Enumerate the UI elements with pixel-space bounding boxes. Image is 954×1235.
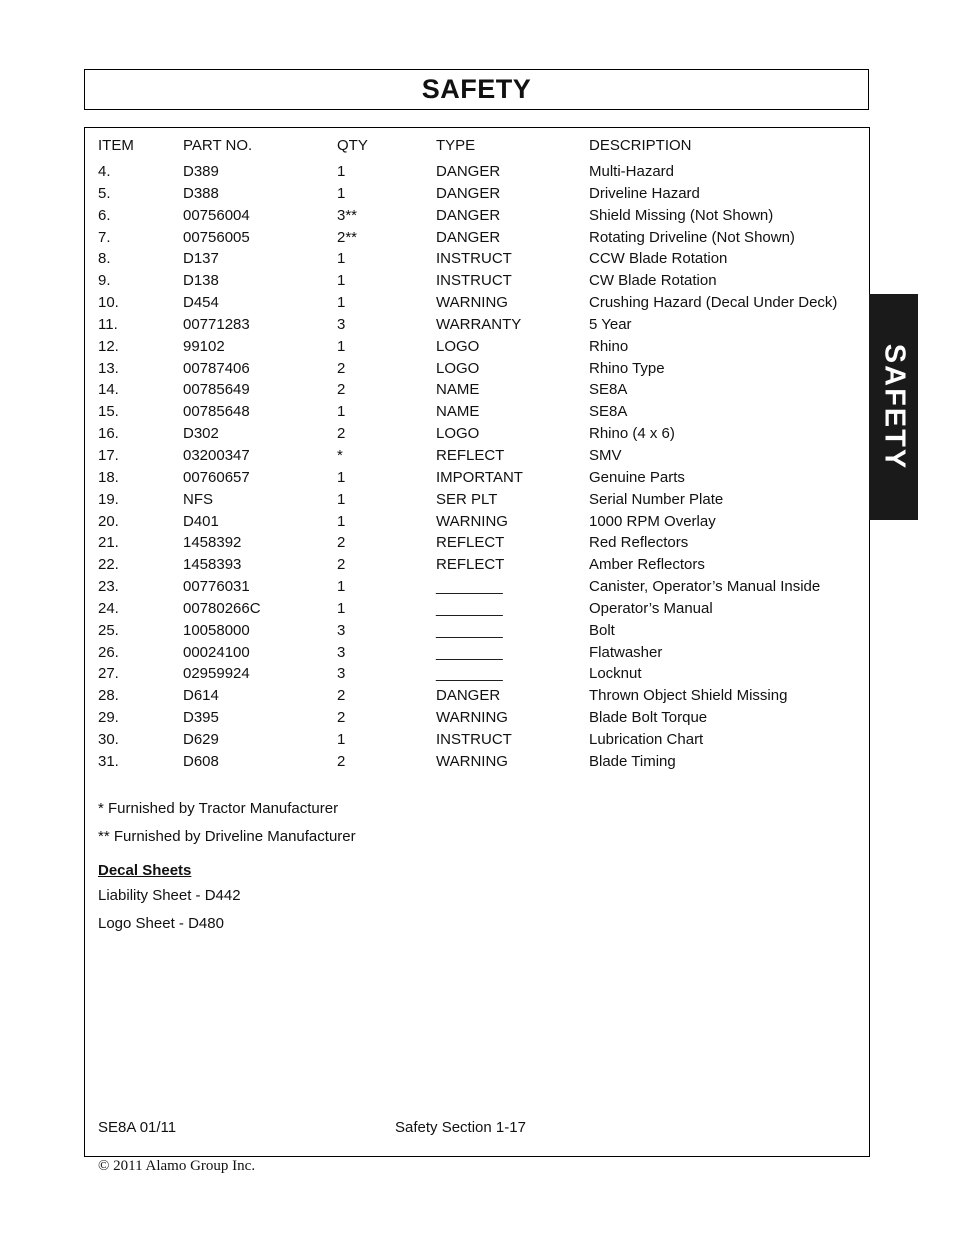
cell-decal-type: REFLECT	[436, 556, 505, 574]
cell-description: SE8A	[589, 403, 628, 421]
decal-sheets-heading: Decal Sheets	[98, 862, 192, 879]
cell-description: Thrown Object Shield Missing	[589, 687, 788, 705]
cell-decal-type: IMPORTANT	[436, 468, 523, 486]
cell-item-number: 18.	[98, 468, 119, 486]
cell-part-number: D138	[183, 272, 219, 290]
cell-quantity: 2	[337, 709, 346, 727]
cell-description: Driveline Hazard	[589, 184, 700, 202]
copyright-notice: © 2011 Alamo Group Inc.	[98, 1158, 256, 1174]
cell-item-number: 30.	[98, 730, 119, 748]
cell-quantity: 1	[337, 250, 346, 268]
cell-part-number: 00785648	[183, 403, 250, 421]
cell-part-number: D454	[183, 294, 219, 312]
cell-item-number: 24.	[98, 599, 119, 617]
column-header-part-no: PART NO.	[183, 137, 253, 154]
cell-quantity: 2	[337, 556, 346, 574]
decal-sheet-liability: Liability Sheet - D442	[98, 887, 241, 904]
cell-decal-type: WARNING	[436, 709, 508, 727]
decal-sheet-logo: Logo Sheet - D480	[98, 915, 224, 932]
cell-quantity: 1	[337, 403, 346, 421]
cell-quantity: 3	[337, 643, 346, 661]
cell-description: Multi-Hazard	[589, 163, 675, 180]
cell-item-number: 28.	[98, 687, 119, 705]
cell-description: Shield Missing (Not Shown)	[589, 206, 774, 224]
cell-part-number: 00760657	[183, 468, 250, 486]
cell-part-number: 00024100	[183, 643, 250, 661]
cell-decal-type: REFLECT	[436, 534, 505, 552]
cell-item-number: 17.	[98, 446, 119, 464]
cell-decal-type: WARNING	[436, 512, 508, 530]
cell-part-number: 00785649	[183, 381, 250, 399]
column-header-item: ITEM	[98, 137, 134, 154]
footnote-driveline: ** Furnished by Driveline Manufacturer	[98, 828, 356, 845]
cell-item-number: 25.	[98, 621, 119, 639]
cell-part-number: D389	[183, 163, 219, 180]
cell-part-number: 00787406	[183, 359, 250, 377]
cell-part-number: NFS	[183, 490, 213, 508]
cell-decal-type: ________	[436, 665, 503, 683]
cell-part-number: D137	[183, 250, 219, 268]
cell-decal-type: LOGO	[436, 337, 480, 355]
cell-decal-type: INSTRUCT	[436, 250, 512, 268]
cell-decal-type: INSTRUCT	[436, 730, 512, 748]
cell-item-number: 22.	[98, 556, 119, 574]
cell-quantity: 1	[337, 730, 346, 748]
cell-quantity: 3	[337, 621, 346, 639]
cell-description: Canister, Operator’s Manual Inside	[589, 578, 821, 596]
cell-quantity: 1	[337, 468, 346, 486]
cell-quantity: 1	[337, 578, 346, 596]
cell-description: Serial Number Plate	[589, 490, 724, 508]
cell-description: Bolt	[589, 621, 615, 639]
cell-decal-type: DANGER	[436, 163, 501, 180]
cell-item-number: 31.	[98, 752, 119, 770]
cell-item-number: 10.	[98, 294, 119, 312]
cell-decal-type: ________	[436, 643, 503, 661]
cell-quantity: 1	[337, 599, 346, 617]
cell-decal-type: DANGER	[436, 228, 501, 246]
cell-decal-type: REFLECT	[436, 446, 505, 464]
section-side-tab	[869, 294, 918, 520]
cell-description: Rotating Driveline (Not Shown)	[589, 228, 795, 246]
cell-item-number: 12.	[98, 337, 119, 355]
cell-part-number: 00756005	[183, 228, 250, 246]
cell-decal-type: ________	[436, 621, 503, 639]
cell-decal-type: NAME	[436, 403, 480, 421]
cell-decal-type: WARRANTY	[436, 315, 522, 333]
cell-item-number: 6.	[98, 206, 111, 224]
cell-part-number: D302	[183, 425, 219, 443]
cell-description: Operator’s Manual	[589, 599, 713, 617]
cell-part-number: D395	[183, 709, 219, 727]
cell-quantity: 1	[337, 294, 346, 312]
cell-description: SMV	[589, 446, 622, 464]
cell-part-number: 00771283	[183, 315, 250, 333]
cell-description: Blade Timing	[589, 752, 676, 770]
cell-quantity: 2	[337, 425, 346, 443]
cell-description: Rhino	[589, 337, 629, 355]
cell-item-number: 11.	[98, 315, 118, 333]
cell-part-number: D629	[183, 730, 219, 748]
cell-item-number: 19.	[98, 490, 119, 508]
page-header	[84, 69, 869, 110]
cell-description: Red Reflectors	[589, 534, 689, 552]
side-tab-label: SAFETY	[878, 343, 910, 471]
cell-decal-type: LOGO	[436, 359, 480, 377]
cell-quantity: 1	[337, 184, 346, 202]
cell-part-number: 10058000	[183, 621, 250, 639]
cell-quantity: 1	[337, 337, 346, 355]
cell-description: Locknut	[589, 665, 642, 683]
cell-description: 5 Year	[589, 315, 632, 333]
cell-description: CCW Blade Rotation	[589, 250, 728, 268]
cell-item-number: 9.	[98, 272, 111, 290]
cell-item-number: 8.	[98, 250, 111, 268]
cell-description: Rhino (4 x 6)	[589, 425, 675, 443]
footnote-tractor: * Furnished by Tractor Manufacturer	[98, 800, 339, 817]
cell-item-number: 20.	[98, 512, 119, 530]
cell-quantity: 2	[337, 534, 346, 552]
cell-part-number: D608	[183, 752, 219, 770]
cell-decal-type: ________	[436, 599, 503, 617]
cell-item-number: 4.	[98, 163, 111, 180]
cell-description: Rhino Type	[589, 359, 665, 377]
cell-decal-type: DANGER	[436, 206, 501, 224]
cell-part-number: 00776031	[183, 578, 250, 596]
cell-quantity: 3	[337, 665, 346, 683]
cell-part-number: 03200347	[183, 446, 250, 464]
cell-quantity: 2	[337, 381, 346, 399]
cell-item-number: 21.	[98, 534, 119, 552]
cell-decal-type: WARNING	[436, 752, 508, 770]
cell-decal-type: WARNING	[436, 294, 508, 312]
cell-decal-type: DANGER	[436, 184, 501, 202]
cell-part-number: 02959924	[183, 665, 250, 683]
column-header-qty: QTY	[337, 137, 368, 154]
cell-item-number: 14.	[98, 381, 119, 399]
cell-quantity: 3	[337, 315, 346, 333]
column-header-type: TYPE	[436, 137, 476, 154]
cell-decal-type: NAME	[436, 381, 480, 399]
cell-item-number: 7.	[98, 228, 111, 246]
cell-quantity: 2	[337, 752, 346, 770]
footer-model-date: SE8A 01/11	[98, 1119, 177, 1136]
cell-part-number: D388	[183, 184, 219, 202]
cell-item-number: 13.	[98, 359, 119, 377]
cell-quantity: 1	[337, 490, 346, 508]
cell-item-number: 27.	[98, 665, 119, 683]
cell-part-number: 1458392	[183, 534, 242, 552]
cell-part-number: 99102	[183, 337, 225, 355]
cell-quantity: 2	[337, 687, 346, 705]
cell-part-number: D401	[183, 512, 219, 530]
cell-part-number: 00756004	[183, 206, 250, 224]
cell-item-number: 26.	[98, 643, 119, 661]
cell-description: SE8A	[589, 381, 628, 399]
content-frame	[84, 127, 870, 1157]
cell-decal-type: ________	[436, 578, 503, 596]
cell-item-number: 23.	[98, 578, 119, 596]
cell-part-number: D614	[183, 687, 219, 705]
cell-item-number: 29.	[98, 709, 119, 727]
cell-description: Amber Reflectors	[589, 556, 705, 574]
cell-description: Blade Bolt Torque	[589, 709, 708, 727]
cell-description: Lubrication Chart	[589, 730, 704, 748]
cell-description: 1000 RPM Overlay	[589, 512, 716, 530]
cell-description: Crushing Hazard (Decal Under Deck)	[589, 294, 838, 312]
cell-decal-type: DANGER	[436, 687, 501, 705]
cell-quantity: 1	[337, 272, 346, 290]
cell-quantity: 2**	[337, 228, 358, 246]
column-header-description: DESCRIPTION	[589, 137, 692, 154]
cell-item-number: 16.	[98, 425, 119, 443]
cell-item-number: 5.	[98, 184, 111, 202]
cell-quantity: 3**	[337, 206, 358, 224]
cell-decal-type: SER PLT	[436, 490, 498, 508]
cell-description: Flatwasher	[589, 643, 663, 661]
cell-decal-type: LOGO	[436, 425, 480, 443]
footer-section-number: Safety Section 1-17	[395, 1119, 526, 1136]
cell-quantity: *	[337, 446, 343, 464]
cell-quantity: 1	[337, 512, 346, 530]
cell-quantity: 2	[337, 359, 346, 377]
cell-part-number: 1458393	[183, 556, 242, 574]
page-title: SAFETY	[421, 74, 532, 104]
cell-part-number: 00780266C	[183, 599, 261, 617]
cell-description: CW Blade Rotation	[589, 272, 717, 290]
cell-quantity: 1	[337, 163, 346, 180]
cell-decal-type: INSTRUCT	[436, 272, 512, 290]
cell-description: Genuine Parts	[589, 468, 685, 486]
cell-item-number: 15.	[98, 403, 119, 421]
